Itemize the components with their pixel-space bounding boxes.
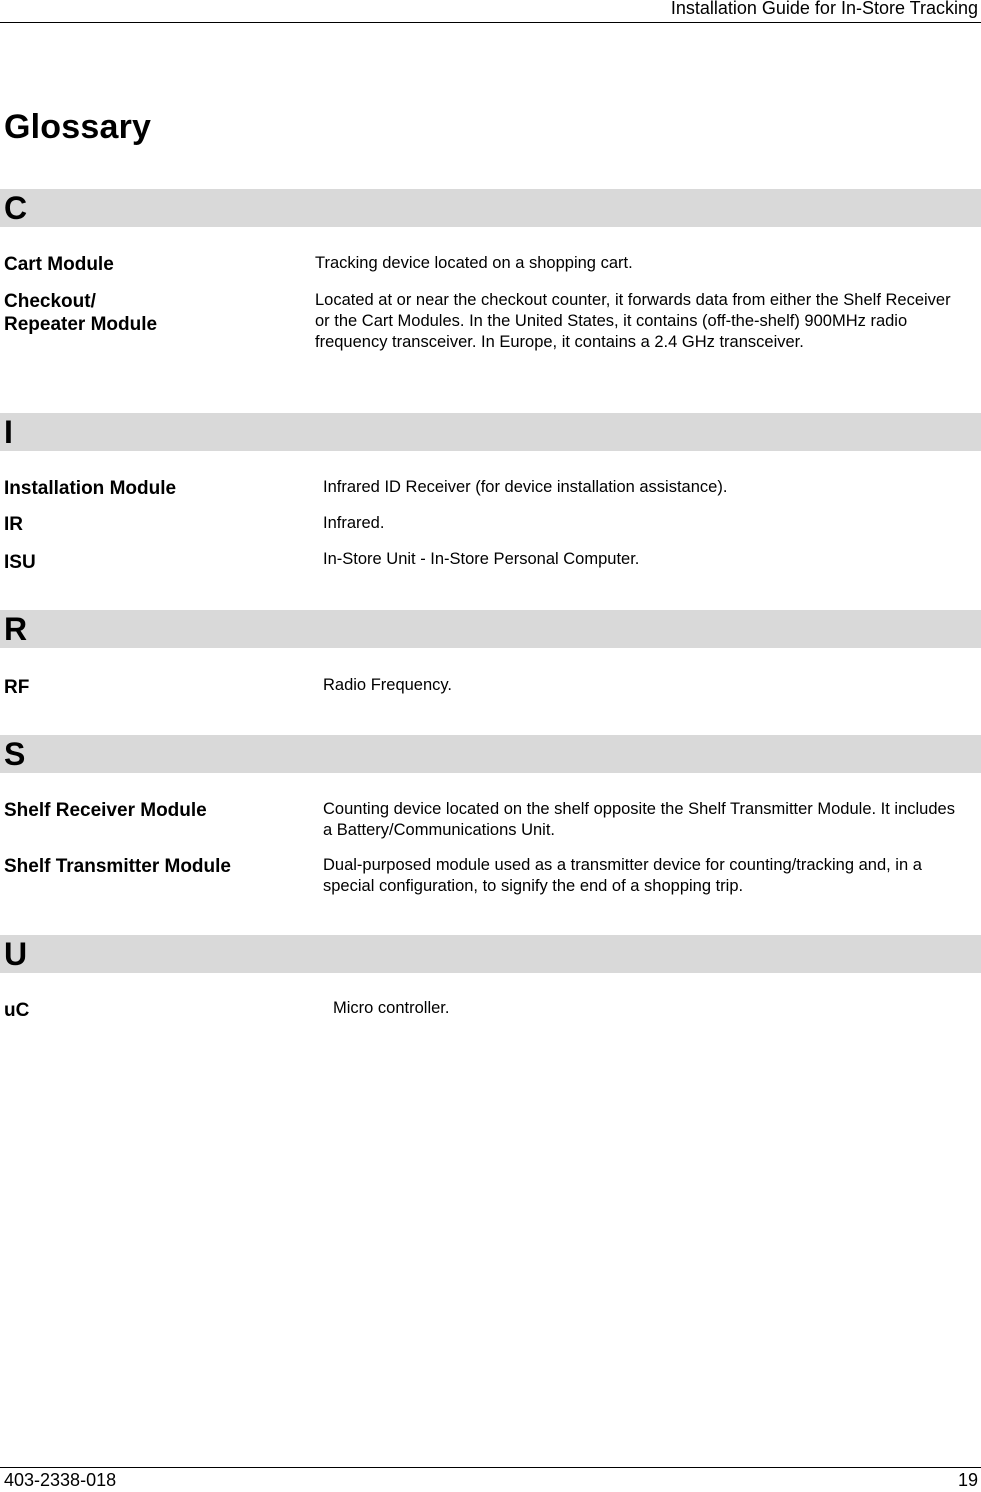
glossary-definition: Infrared ID Receiver (for device installation assistance). [323, 478, 728, 496]
glossary-definition: Tracking device located on a shopping cart. [315, 254, 633, 272]
section-header-u [0, 935, 981, 973]
document-number: 403-2338-018 [4, 1470, 117, 1490]
glossary-term: Shelf Receiver Module [4, 800, 207, 821]
glossary-term: RF [4, 677, 30, 698]
glossary-definition: Counting device located on the shelf opposite the Shelf Transmitter Module. It includes a Battery/Communications Unit. [323, 800, 955, 839]
glossary-term: IR [4, 514, 23, 535]
glossary-definition: In-Store Unit - In-Store Personal Computer. [323, 550, 640, 568]
glossary-term: Cart Module [4, 254, 114, 275]
glossary-definition: Dual-purposed module used as a transmitter device for counting/tracking and, in a special configuration, to signify the end of a shopping trip. [323, 856, 922, 895]
glossary-definition: Radio Frequency. [323, 676, 453, 694]
section-letter: R [4, 611, 28, 647]
glossary-term [4, 290, 157, 336]
glossary-term-line: Checkout/ [4, 291, 96, 312]
section-header-s [0, 735, 981, 773]
section-letter: U [4, 936, 28, 972]
running-footer [0, 1467, 981, 1492]
running-header [0, 0, 981, 23]
section-header-i [0, 413, 981, 451]
section-letter: I [4, 414, 13, 450]
section-header-c [0, 189, 981, 227]
glossary-definition: Located at or near the checkout counter, it forwards data from either the Shelf Receiver or the Cart Modules. In the United States, it contains (off-the-shelf) 900MHz radio frequency transceiver. In Europe, it contains a 2.4 GHz transceiver. [315, 291, 951, 351]
glossary-term: Shelf Transmitter Module [4, 856, 231, 877]
section-letter: S [4, 736, 26, 772]
glossary-term: ISU [4, 552, 36, 573]
page-title: Glossary [4, 108, 152, 146]
glossary-term: Installation Module [4, 478, 177, 499]
glossary-definition: Infrared. [323, 514, 385, 532]
glossary-definition: Micro controller. [333, 999, 450, 1017]
section-header-r [0, 610, 981, 648]
section-letter: C [4, 190, 28, 226]
glossary-term-line: Repeater Module [4, 314, 158, 335]
page-number: 19 [957, 1470, 978, 1490]
header-title: Installation Guide for In-Store Tracking [670, 0, 978, 18]
glossary-term: uC [4, 1000, 30, 1021]
